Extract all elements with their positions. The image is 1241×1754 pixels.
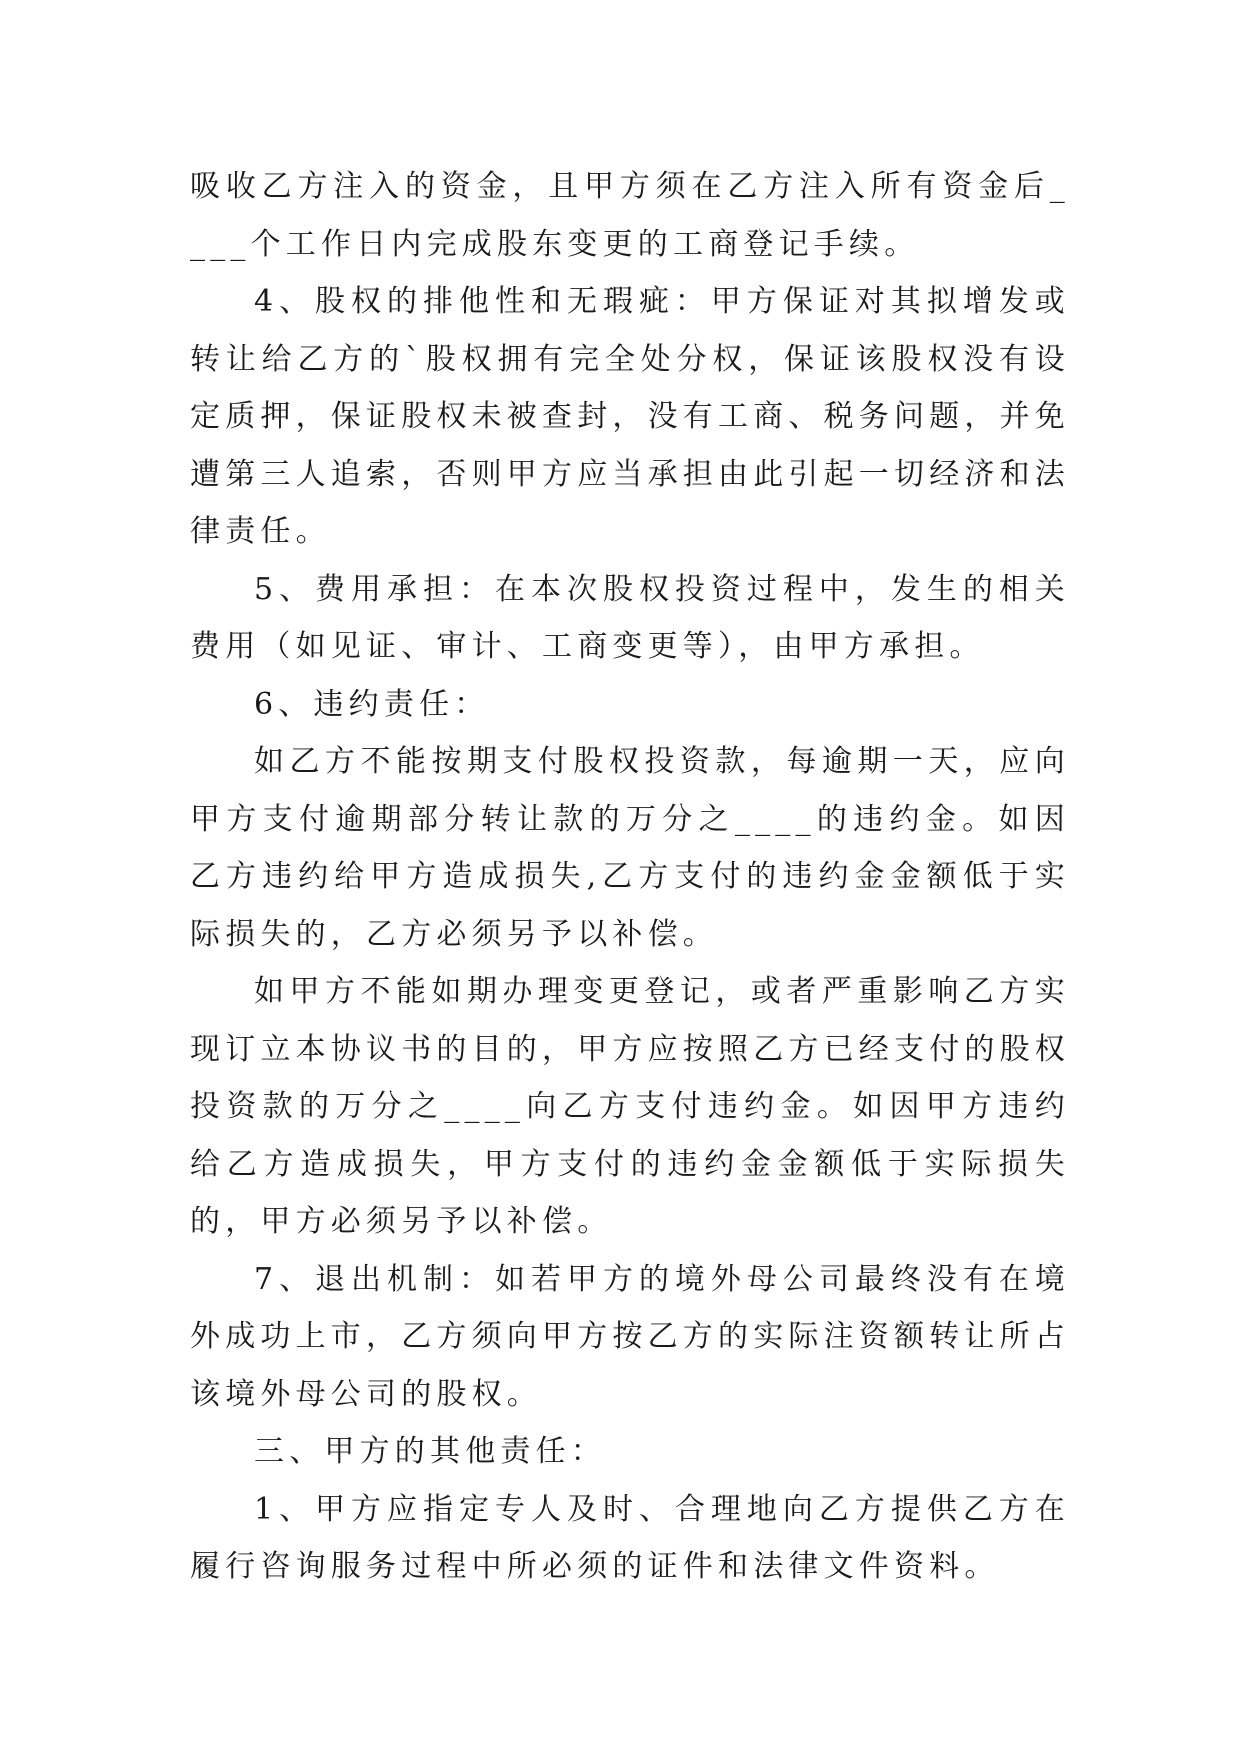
paragraph-expense-bearing: 5、费用承担：在本次股权投资过程中，发生的相关费用（如见证、审计、工商变更等），由甲方承担。 bbox=[190, 571, 1070, 664]
paragraph-capital-injection: 吸收乙方注入的资金，且甲方须在乙方注入所有资金后____个工作日内完成股东变更的工商登记手续。 bbox=[190, 169, 1070, 262]
paragraph-exit-mechanism: 7、退出机制：如若甲方的境外母公司最终没有在境外成功上市，乙方须向甲方按乙方的实际注资额转让所占该境外母公司的股权。 bbox=[190, 1261, 1070, 1412]
paragraph-party-b-breach: 如乙方不能按期支付股权投资款，每逾期一天，应向甲方支付逾期部分转让款的万分之____的违约金。如因乙方违约给甲方造成损失,乙方支付的违约金金额低于实际损失的，乙方必须另予以补偿。 bbox=[190, 744, 1070, 952]
section-heading-party-a-duties: 三、甲方的其他责任： bbox=[254, 1434, 606, 1469]
document-body bbox=[190, 158, 1070, 1596]
paragraph-equity-exclusivity: 4、股权的排他性和无瑕疵：甲方保证对其拟增发或转让给乙方的`股权拥有完全处分权，保证该股权没有设定质押，保证股权未被查封，没有工商、税务问题，并免遭第三人追索，否则甲方应当承担由此引起一切经济和法律责任。 bbox=[190, 284, 1070, 549]
paragraph-party-a-documents: 1、甲方应指定专人及时、合理地向乙方提供乙方在履行咨询服务过程中所必须的证件和法律文件资料。 bbox=[190, 1491, 1070, 1584]
paragraph-party-a-breach: 如甲方不能如期办理变更登记，或者严重影响乙方实现订立本协议书的目的，甲方应按照乙方已经支付的股权投资款的万分之____向乙方支付违约金。如因甲方违约给乙方造成损失，甲方支付的违约金金额低于实际损失的，甲方必须另予以补偿。 bbox=[190, 974, 1070, 1239]
paragraph-breach-heading: 6、违约责任： bbox=[254, 686, 490, 722]
